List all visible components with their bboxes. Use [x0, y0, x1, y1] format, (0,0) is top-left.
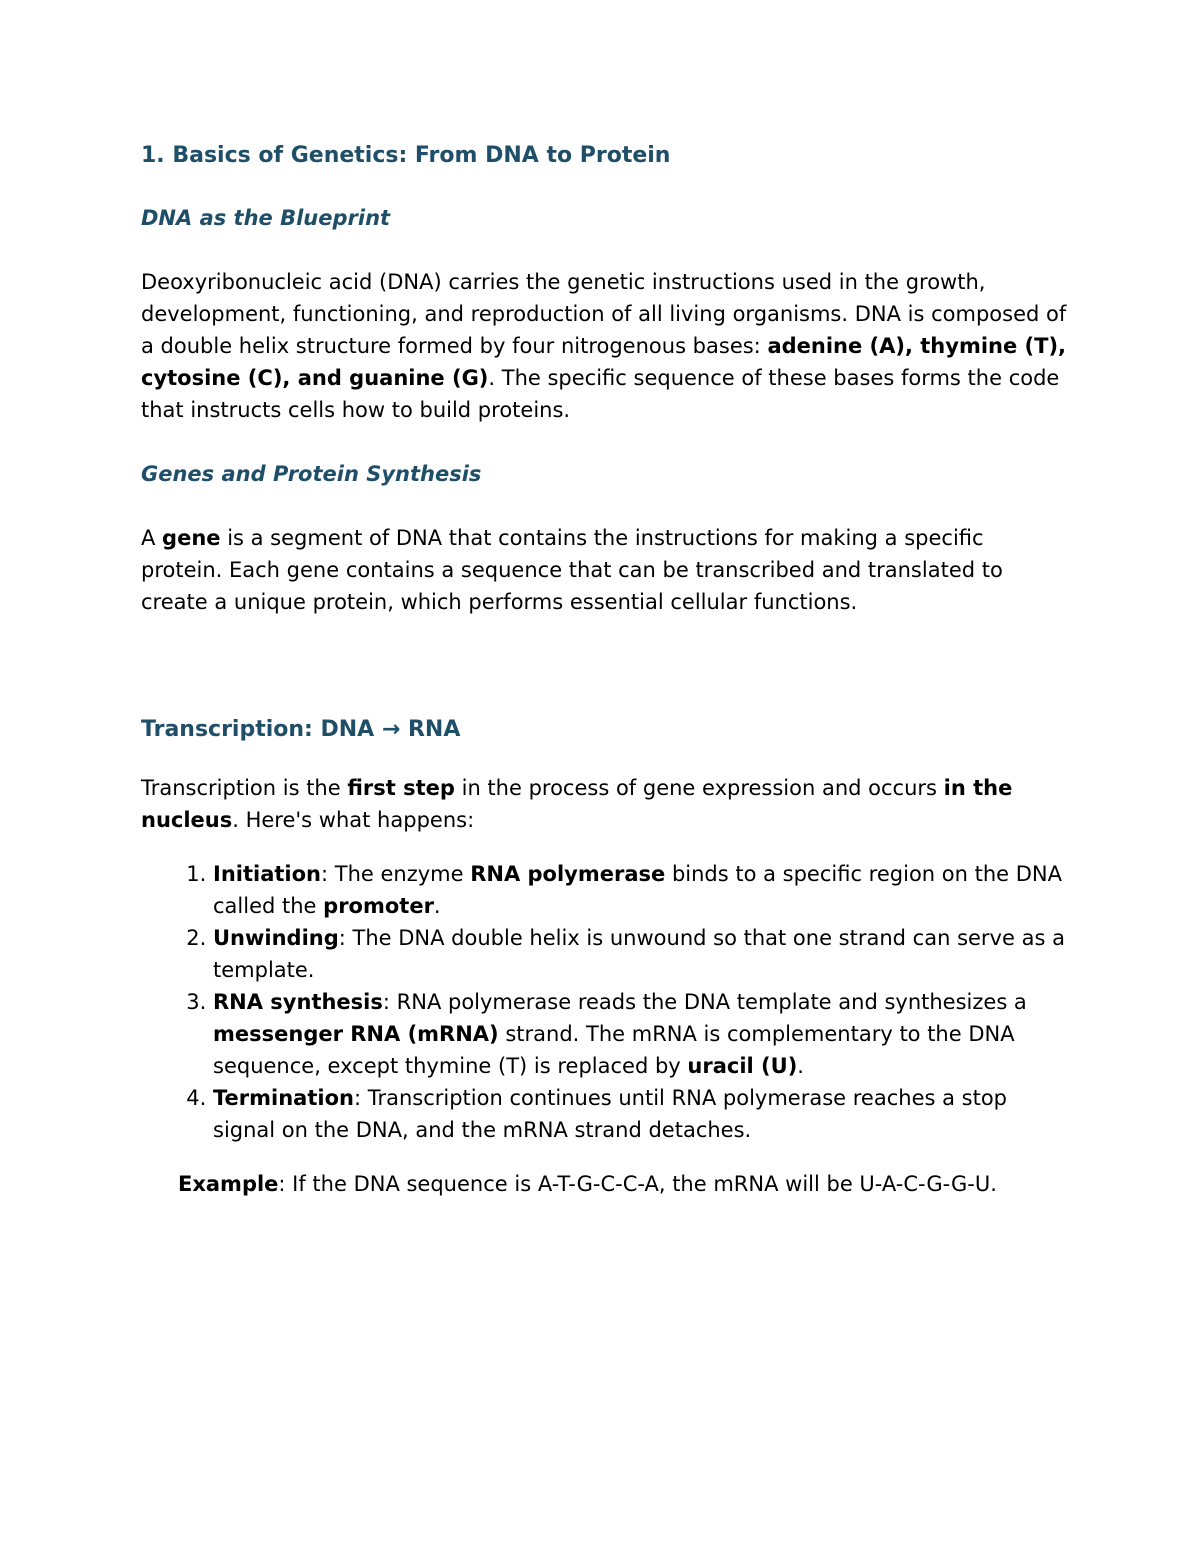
step-label: Termination: [213, 1086, 354, 1110]
example-paragraph: Example: If the DNA sequence is A-T-G-C-C-A, the mRNA will be U-A-C-G-G-U.: [178, 1172, 997, 1196]
list-item: 1. Initiation: The enzyme RNA polymerase binds to a specific region on the DNA called the promoter.: [213, 858, 1071, 922]
section-title-blueprint: DNA as the Blueprint: [141, 206, 391, 230]
list-item: 4. Termination: Transcription continues until RNA polymerase reaches a stop signal on the DNA, and the mRNA strand detaches.: [213, 1082, 1071, 1146]
paragraph-dna-blueprint: Deoxyribonucleic acid (DNA) carries the genetic instructions used in the growth, development, functioning, and reproduction of all living organisms. DNA is composed of a double helix structure formed by four nitrogenous bases: adenine (A), thymine (T), cytosine (C), and guanine (G). The specific sequence of these bases forms the code that instructs cells how to build proteins.: [141, 270, 1067, 422]
document-page: [141, 138, 1071, 1200]
section-title-genes: Genes and Protein Synthesis: [141, 462, 482, 486]
bases-list: adenine (A), thymine (T), cytosine (C), and guanine (G): [141, 334, 1067, 390]
nucleus-term: in the nucleus: [141, 776, 1013, 832]
paragraph-transcription-intro: Transcription is the first step in the process of gene expression and occurs in the nucleus. Here's what happens:: [141, 776, 1013, 832]
list-item: 3. RNA synthesis: RNA polymerase reads the DNA template and synthesizes a messenger RNA (mRNA) strand. The mRNA is complementary to the DNA sequence, except thymine (T) is replaced by uracil (U).: [213, 986, 1071, 1082]
step-label: Initiation: [213, 862, 321, 886]
example-label: Example: [178, 1172, 279, 1196]
paragraph-genes: A gene is a segment of DNA that contains the instructions for making a specific protein. Each gene contains a sequence that can be transcribed and translated to create a unique protein, which performs essential cellular functions.: [141, 526, 1003, 614]
list-item: 2. Unwinding: The DNA double helix is unwound so that one strand can serve as a template.: [213, 922, 1071, 986]
step-label: Unwinding: [213, 926, 339, 950]
first-step-term: first step: [347, 776, 455, 800]
main-heading: 1. Basics of Genetics: From DNA to Protein: [141, 143, 671, 168]
step-label: RNA synthesis: [213, 990, 383, 1014]
gene-term: gene: [162, 526, 221, 550]
section-title-transcription: Transcription: DNA → RNA: [141, 717, 461, 742]
transcription-steps-list: [141, 858, 1071, 1146]
